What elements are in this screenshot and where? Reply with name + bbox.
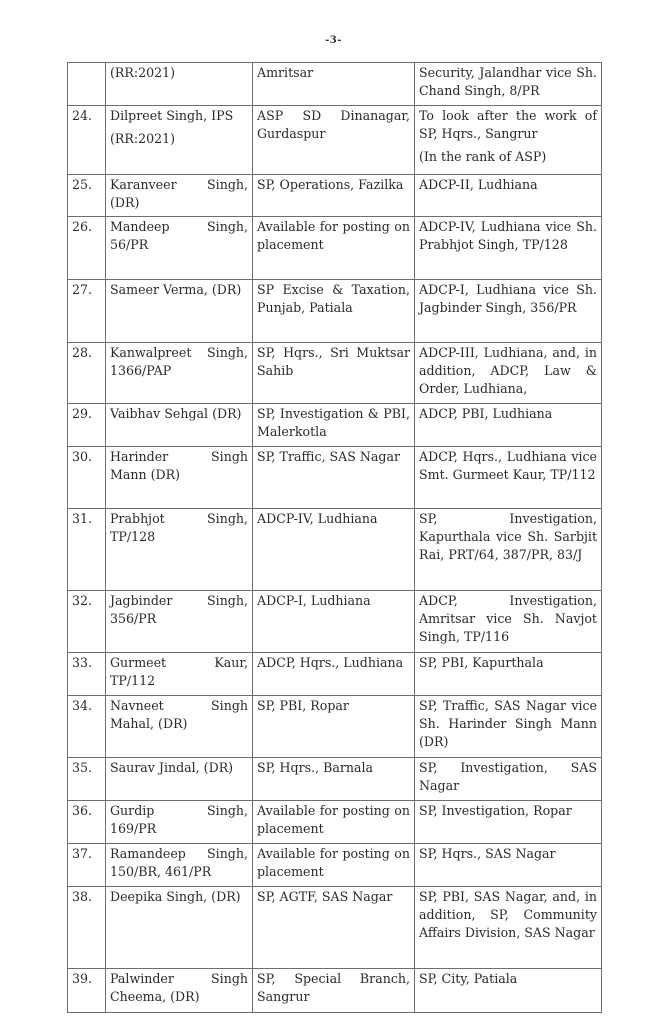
serial-number-cell: 25. [68,175,106,217]
table-row [68,404,602,447]
officer-name-cell [106,653,253,696]
table-row [68,801,602,844]
officer-name-cell [106,969,253,1013]
serial-number-cell: 31. [68,509,106,591]
serial-number-cell: 24. [68,106,106,175]
posted-to-cell [415,696,602,758]
posted-to-text: SP, Investigation, SAS Nagar [419,760,597,793]
table-row [68,447,602,509]
officer-name-text: Dilpreet Singh, IPS [110,108,234,123]
posted-from-text: Amritsar [257,65,314,80]
serial-number-cell: 26. [68,217,106,280]
table-row [68,343,602,404]
posted-from-text: SP, Hqrs., Sri Muktsar Sahib [257,345,410,378]
posted-to-cell [415,653,602,696]
posted-from-cell [253,591,415,653]
posted-to-text: SP, Investigation, Ropar [419,803,572,818]
posted-to-text: SP, PBI, Kapurthala [419,655,544,670]
posted-from-cell [253,447,415,509]
table-row [68,591,602,653]
posted-to-text: SP, Hqrs., SAS Nagar [419,846,556,861]
officer-name-cell [106,280,253,343]
posted-to-text: Security, Jalandhar vice Sh. Chand Singh, 8/PR [419,65,597,98]
table-row [68,653,602,696]
table-row [68,887,602,969]
posted-to-cell [415,106,602,175]
table-row [68,509,602,591]
posted-to-text: (In the rank of ASP) [419,149,547,164]
posted-from-text: Available for posting on placement [257,803,410,836]
officer-name-text: Harinder Singh Mann (DR) [110,449,248,482]
posted-from-text: SP, Operations, Fazilka [257,177,404,192]
posted-to-text: ADCP, Investigation, Amritsar vice Sh. Navjot Singh, TP/116 [419,593,597,644]
officer-name-text: Kanwalpreet Singh, 1366/PAP [110,345,248,378]
officer-name-text: Navneet Singh Mahal, (DR) [110,698,248,731]
officer-name-cell [106,844,253,887]
officer-name-cell [106,447,253,509]
posted-from-cell [253,801,415,844]
officer-name-cell [106,801,253,844]
table-row [68,106,602,175]
officer-name-text: Prabhjot Singh, TP/128 [110,511,248,544]
posted-to-cell [415,509,602,591]
officer-name-cell [106,887,253,969]
posted-from-text: ADCP-I, Ludhiana [257,593,371,608]
officer-name-cell [106,175,253,217]
posted-to-text: ADCP-II, Ludhiana [419,177,538,192]
posted-to-cell [415,175,602,217]
posted-to-text: ADCP-III, Ludhiana, and, in addition, ADCP, Law & Order, Ludhiana, [419,345,597,396]
posted-to-text: SP, Traffic, SAS Nagar vice Sh. Harinder Singh Mann (DR) [419,698,597,749]
officer-name-text: Vaibhav Sehgal (DR) [110,406,242,421]
officer-name-text: Deepika Singh, (DR) [110,889,241,904]
serial-number-cell: 35. [68,758,106,801]
posted-to-cell [415,404,602,447]
posted-to-text: To look after the work of SP, Hqrs., Sangrur [419,108,597,141]
serial-number-cell [68,63,106,106]
serial-number-cell: 34. [68,696,106,758]
posted-from-text: SP, Investigation & PBI, Malerkotla [257,406,410,439]
serial-number-cell: 32. [68,591,106,653]
posted-to-cell [415,591,602,653]
posted-from-cell [253,280,415,343]
posted-from-text: Available for posting on placement [257,219,410,252]
table-body [68,63,602,1013]
serial-number-cell: 39. [68,969,106,1013]
table-row [68,175,602,217]
posted-to-cell [415,969,602,1013]
officer-name-cell [106,106,253,175]
table-row [68,969,602,1013]
posted-from-cell [253,217,415,280]
officer-name-cell [106,343,253,404]
posted-to-cell [415,844,602,887]
posted-to-cell [415,801,602,844]
posted-to-text: ADCP, Hqrs., Ludhiana vice Smt. Gurmeet Kaur, TP/112 [419,449,597,482]
posted-from-text: SP, Traffic, SAS Nagar [257,449,400,464]
posting-table [67,62,602,1013]
serial-number-cell: 38. [68,887,106,969]
posted-from-cell [253,509,415,591]
table-row [68,758,602,801]
posted-from-text: ADCP-IV, Ludhiana [257,511,378,526]
posted-from-text: SP, Special Branch, Sangrur [257,971,410,1004]
posted-to-text: SP, City, Patiala [419,971,518,986]
posted-from-text: SP, Hqrs., Barnala [257,760,374,775]
posted-to-cell [415,280,602,343]
posted-from-text: SP, AGTF, SAS Nagar [257,889,393,904]
posted-from-cell [253,106,415,175]
officer-name-text: (RR:2021) [110,131,176,146]
posted-from-cell [253,969,415,1013]
page-number: -3- [325,35,342,46]
officer-name-text: Sameer Verma, (DR) [110,282,242,297]
posted-from-text: SP, PBI, Ropar [257,698,349,713]
officer-name-text: Palwinder Singh Cheema, (DR) [110,971,248,1004]
serial-number-cell: 28. [68,343,106,404]
serial-number-cell: 36. [68,801,106,844]
posted-to-text: ADCP-I, Ludhiana vice Sh. Jagbinder Singh, 356/PR [419,282,597,315]
posted-to-text: SP, Investigation, Kapurthala vice Sh. Sarbjit Rai, PRT/64, 387/PR, 83/J [419,511,597,562]
officer-name-text: (RR:2021) [110,65,176,80]
posted-to-cell [415,887,602,969]
serial-number-cell: 37. [68,844,106,887]
table-row [68,844,602,887]
posted-to-text: SP, PBI, SAS Nagar, and, in addition, SP, Community Affairs Division, SAS Nagar [419,889,597,940]
officer-name-cell [106,591,253,653]
officer-name-text: Gurdip Singh, 169/PR [110,803,248,836]
officer-name-text: Jagbinder Singh, 356/PR [110,593,248,626]
posted-from-text: ADCP, Hqrs., Ludhiana [257,655,404,670]
table-row [68,217,602,280]
table-row [68,63,602,106]
posted-to-cell [415,758,602,801]
serial-number-cell: 27. [68,280,106,343]
serial-number-cell: 30. [68,447,106,509]
posted-to-text: ADCP-IV, Ludhiana vice Sh. Prabhjot Singh, TP/128 [419,219,597,252]
posted-from-cell [253,343,415,404]
posted-from-cell [253,653,415,696]
officer-name-text: Gurmeet Kaur, TP/112 [110,655,248,688]
officer-name-text: Ramandeep Singh, 150/BR, 461/PR [110,846,248,879]
posted-from-cell [253,175,415,217]
posted-from-text: Available for posting on placement [257,846,410,879]
table-row [68,696,602,758]
posted-from-cell [253,63,415,106]
posted-to-cell [415,343,602,404]
posted-from-cell [253,404,415,447]
posted-from-cell [253,844,415,887]
posted-to-cell [415,217,602,280]
officer-name-text: Karanveer Singh, (DR) [110,177,248,210]
posted-from-text: ASP SD Dinanagar, Gurdaspur [257,108,410,141]
posted-from-text: SP Excise & Taxation, Punjab, Patiala [257,282,410,315]
posted-to-cell [415,447,602,509]
officer-name-cell [106,63,253,106]
serial-number-cell: 29. [68,404,106,447]
posted-to-text: ADCP, PBI, Ludhiana [419,406,553,421]
table-row [68,280,602,343]
officer-name-cell [106,696,253,758]
serial-number-cell: 33. [68,653,106,696]
officer-name-text: Mandeep Singh, 56/PR [110,219,248,252]
posted-to-cell [415,63,602,106]
officer-name-cell [106,404,253,447]
officer-name-cell [106,509,253,591]
posted-from-cell [253,696,415,758]
officer-name-cell [106,758,253,801]
officer-name-cell [106,217,253,280]
officer-name-text: Saurav Jindal, (DR) [110,760,234,775]
posted-from-cell [253,887,415,969]
posted-from-cell [253,758,415,801]
